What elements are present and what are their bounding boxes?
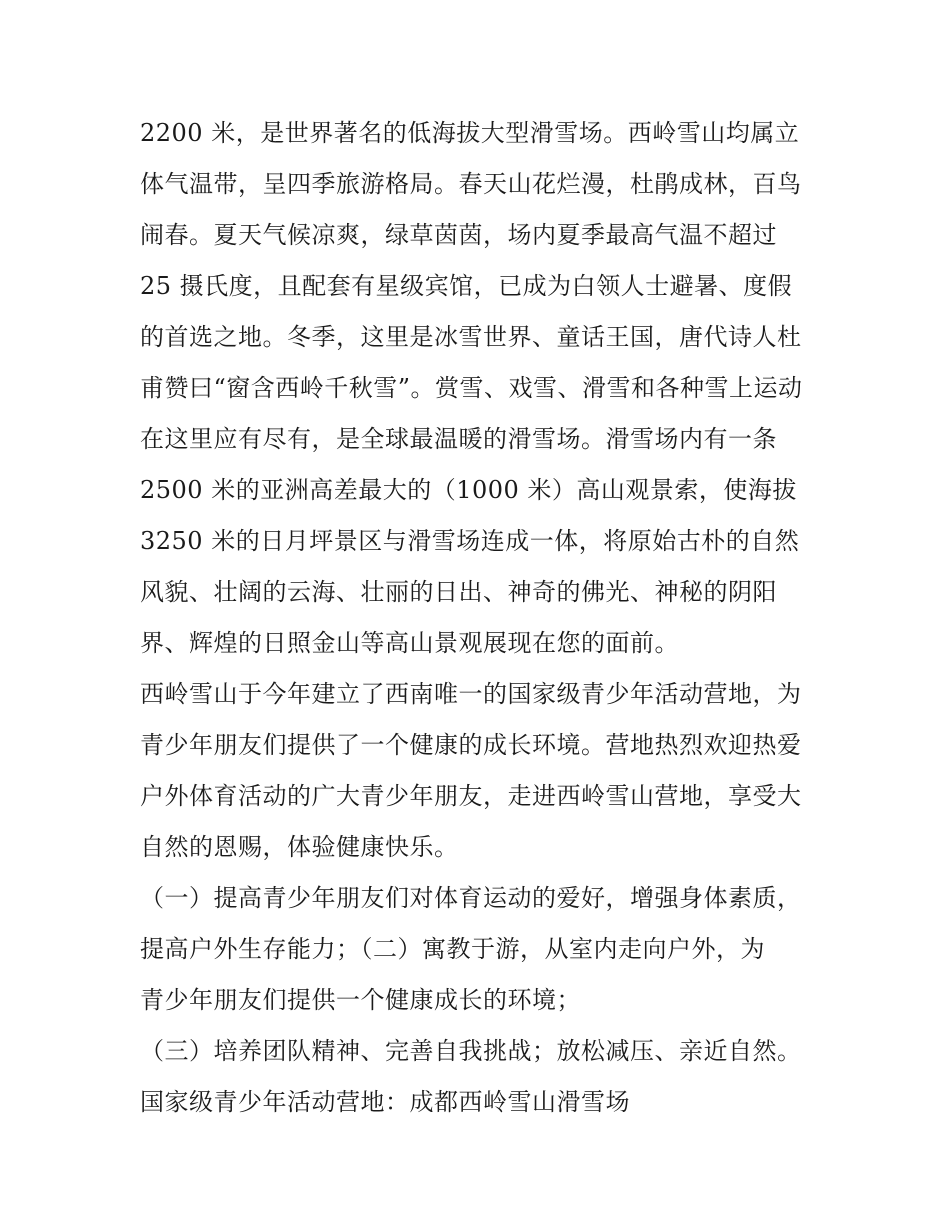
text-line: 体气温带，呈四季旅游格局。春天山花烂漫，杜鹃成林，百鸟 — [140, 170, 802, 198]
text-line: （一）提高青少年朋友们对体育运动的爱好，增强身体素质， — [140, 884, 802, 912]
text-line: 自然的恩赐，体验健康快乐。 — [140, 833, 459, 861]
text-line: 国家级青少年活动营地：成都西岭雪山滑雪场 — [140, 1088, 630, 1116]
text-line: 在这里应有尽有，是全球最温暖的滑雪场。滑雪场内有一条 — [140, 425, 777, 453]
text-line: 25 摄氏度，且配套有星级宾馆，已成为白领人士避暑、度假 — [140, 272, 793, 300]
text-line: 3250 米的日月坪景区与滑雪场连成一体，将原始古朴的自然 — [140, 527, 800, 555]
text-line: 2200 米，是世界著名的低海拔大型滑雪场。西岭雪山均属立 — [140, 119, 800, 147]
text-line: 2500 米的亚洲高差最大的（1000 米）高山观景索，使海拔 — [140, 476, 797, 504]
text-line: 西岭雪山于今年建立了西南唯一的国家级青少年活动营地，为 — [140, 680, 802, 708]
text-line: 青少年朋友们提供一个健康成长的环境； — [140, 986, 581, 1014]
text-line: 界、辉煌的日照金山等高山景观展现在您的面前。 — [140, 629, 679, 657]
text-line: 风貌、壮阔的云海、壮丽的日出、神奇的佛光、神秘的阴阳 — [140, 578, 777, 606]
text-line: （三）培养团队精神、完善自我挑战；放松减压、亲近自然。 — [140, 1037, 802, 1065]
text-line: 提高户外生存能力；（二）寓教于游，从室内走向户外，为 — [140, 935, 765, 963]
text-line: 甫赞曰“窗含西岭千秋雪”。赏雪、戏雪、滑雪和各种雪上运动 — [140, 374, 803, 402]
document-body — [140, 108, 820, 1128]
text-line: 闹春。夏天气候凉爽，绿草茵茵，场内夏季最高气温不超过 — [140, 221, 777, 249]
text-line: 青少年朋友们提供了一个健康的成长环境。营地热烈欢迎热爱 — [140, 731, 802, 759]
text-line: 户外体育活动的广大青少年朋友，走进西岭雪山营地，享受大 — [140, 782, 802, 810]
text-line: 的首选之地。冬季，这里是冰雪世界、童话王国，唐代诗人杜 — [140, 323, 802, 351]
